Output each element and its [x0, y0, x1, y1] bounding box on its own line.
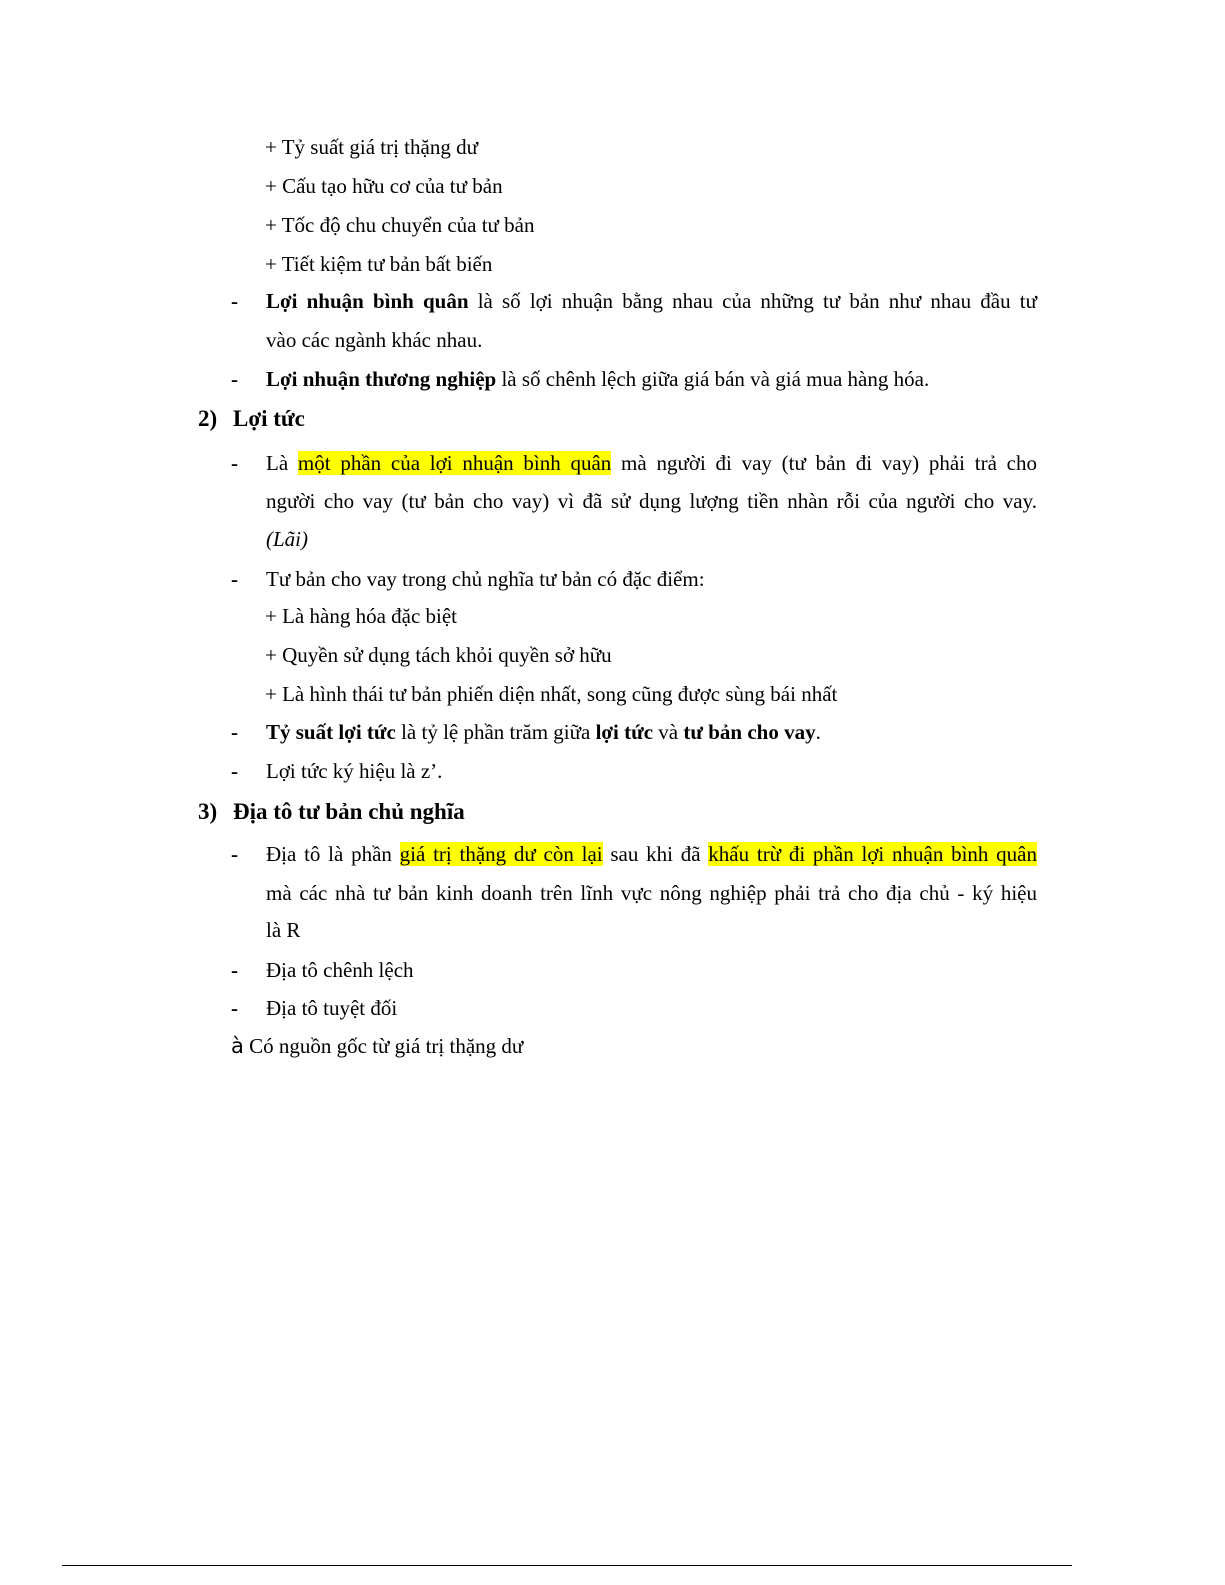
avg-profit-continuation: vào các ngành khác nhau.: [266, 328, 483, 352]
profit-factor-item: + Cấu tạo hữu cơ của tư bản: [265, 174, 503, 198]
interest-rate-text: và: [653, 720, 684, 744]
interest-rate-text: .: [815, 720, 821, 744]
arrow-icon: à: [231, 1034, 244, 1058]
interest-term: lợi tức: [595, 720, 654, 744]
highlighted-text: một phần của lợi nhuận bình quân: [297, 451, 612, 475]
ground-rent-definition: [266, 841, 1037, 867]
commercial-profit-text: là số chênh lệch giữa giá bán và giá mua hàng hóa.: [496, 367, 930, 391]
ground-rent-text: Địa tô là phần: [266, 842, 400, 866]
ground-rent-type: Địa tô tuyệt đối: [266, 996, 398, 1020]
bullet-dash: -: [231, 958, 238, 982]
section-title: Lợi tức: [233, 406, 305, 431]
interest-rate-term: Tỷ suất lợi tức: [266, 720, 396, 744]
avg-profit-definition: [266, 288, 1037, 314]
loan-capital-feature: + Là hàng hóa đặc biệt: [265, 604, 458, 628]
highlighted-text: khấu trừ đi phần lợi nhuận bình quân: [708, 842, 1037, 866]
interest-rate-text: là tỷ lệ phần trăm giữa: [395, 720, 596, 744]
ground-rent-symbol: là R: [266, 918, 301, 942]
highlighted-text: giá trị thặng dư còn lại: [399, 842, 603, 866]
bullet-dash: -: [231, 367, 238, 391]
conclusion-text: Có nguồn gốc từ giá trị thặng dư: [243, 1034, 524, 1058]
interest-definition: [266, 450, 1037, 476]
section-heading-interest: [198, 405, 305, 433]
conclusion-line: [231, 1033, 523, 1059]
bullet-dash: -: [231, 842, 238, 866]
ground-rent-type: Địa tô chênh lệch: [266, 958, 414, 982]
interest-def-note: [266, 526, 308, 552]
loan-capital-term: tư bản cho vay: [683, 720, 816, 744]
bullet-dash: -: [231, 759, 238, 783]
loan-capital-features-intro: Tư bản cho vay trong chủ nghĩa tư bản có đặc điểm:: [266, 567, 705, 591]
interest-def-text: mà người đi vay (tư bản đi vay) phải trả cho: [611, 451, 1037, 475]
bullet-dash: -: [231, 451, 238, 475]
bullet-dash: -: [231, 720, 238, 744]
loan-capital-feature: + Là hình thái tư bản phiến diện nhất, song cũng được sùng bái nhất: [265, 682, 838, 706]
commercial-profit-term: Lợi nhuận thương nghiệp: [266, 367, 497, 391]
profit-factor-item: + Tỷ suất giá trị thặng dư: [265, 135, 478, 159]
interest-symbol: Lợi tức ký hiệu là z’.: [266, 759, 443, 783]
avg-profit-term: Lợi nhuận bình quân: [266, 289, 469, 313]
commercial-profit-definition: [266, 366, 929, 392]
loan-capital-feature: + Quyền sử dụng tách khỏi quyền sở hữu: [265, 643, 612, 667]
interest-def-continuation: người cho vay (tư bản cho vay) vì đã sử dụng lượng tiền nhàn rỗi của người cho vay.: [266, 489, 1037, 513]
section-number: 2): [198, 406, 218, 431]
bullet-dash: -: [231, 289, 238, 313]
section-title: Địa tô tư bản chủ nghĩa: [233, 799, 465, 824]
section-number: 3): [198, 799, 218, 824]
section-heading-ground-rent: [198, 798, 465, 826]
page-bottom-rule: [62, 1565, 1072, 1566]
interest-note: (Lãi): [266, 527, 308, 551]
avg-profit-text: là số lợi nhuận bằng nhau của những tư bản như nhau đầu tư: [468, 289, 1037, 313]
ground-rent-text: sau khi đã: [602, 842, 709, 866]
profit-factor-item: + Tiết kiệm tư bản bất biến: [265, 252, 493, 276]
interest-rate-definition: [266, 719, 821, 745]
bullet-dash: -: [231, 996, 238, 1020]
interest-def-prefix: Là: [266, 451, 298, 475]
ground-rent-continuation: mà các nhà tư bản kinh doanh trên lĩnh vực nông nghiệp phải trả cho địa chủ - ký hiệu: [266, 881, 1037, 905]
profit-factor-item: + Tốc độ chu chuyển của tư bản: [265, 213, 535, 237]
bullet-dash: -: [231, 567, 238, 591]
